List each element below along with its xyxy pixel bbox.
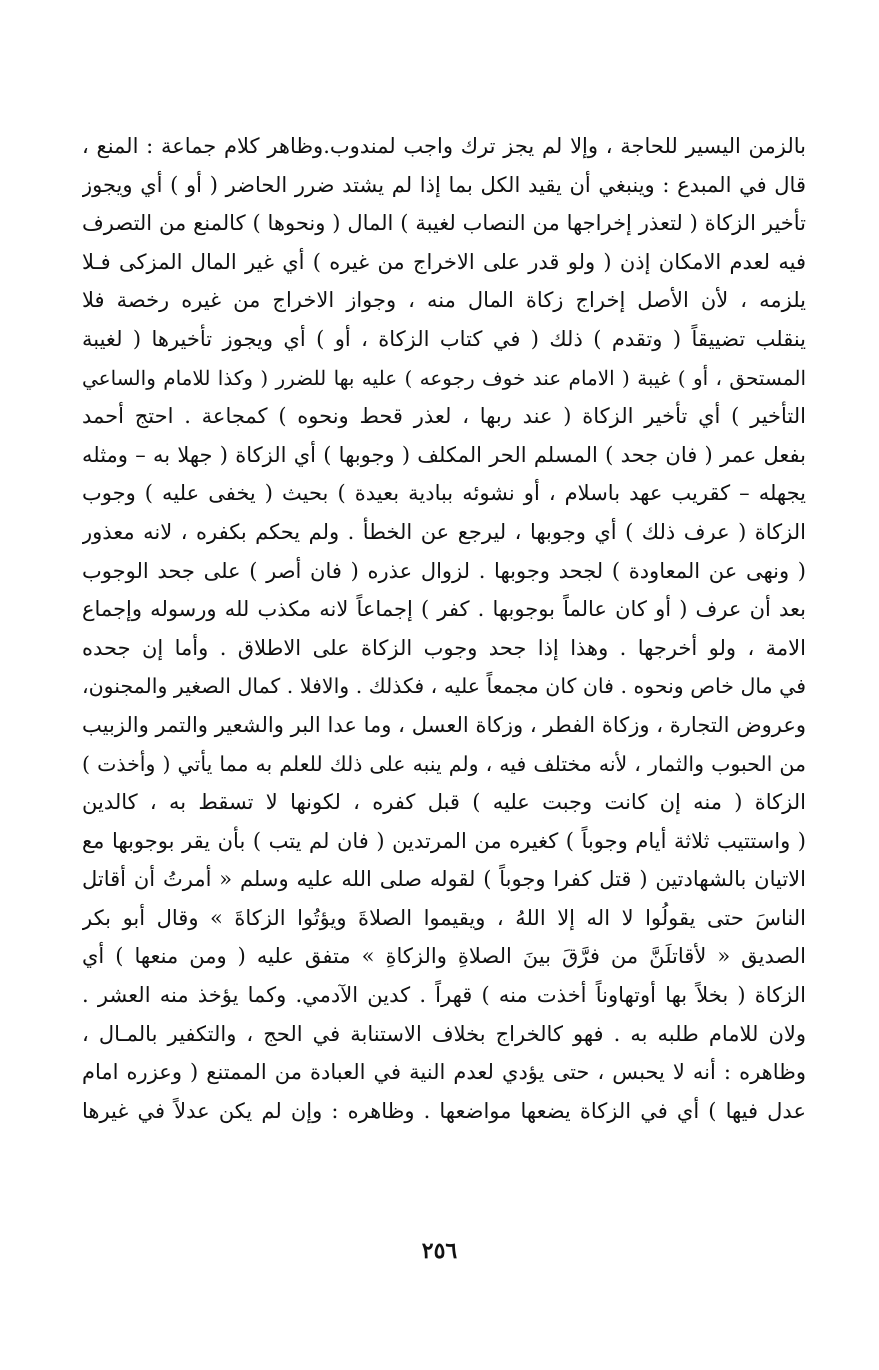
text-line: بعد أن عرف ( أو كان عالماً بوجوبها . كفر ) إجماعاً لانه مكذب لله ورسوله وإجماع [82,597,806,622]
text-line: عدل فيها ) أي في الزكاة يضعها مواضعها . وظاهره : وإن لم يكن عدلاً في غيرها [82,1098,806,1123]
text-line: يلزمه ، لأن الأصل إخراج زكاة المال منه ، وجواز الاخراج من غيره رخصة فلا [82,288,806,313]
text-line: الزكاة ( عرف ذلك ) أي وجوبها ، ليرجع عن الخطأ . ولم يحكم بكفره ، لانه معذور [82,519,806,544]
text-line: ( واستتيب ثلاثة أيام وجوباً ) كغيره من المرتدين ( فان لم يتب ) بأن يقر بوجوبها مع [82,828,806,853]
text-line: الزكاة ( منه إن كانت وجبت عليه ) قبل كفره ، لكونها لا تسقط به ، كالدين [82,790,806,815]
text-line: ينقلب تضييقاً ( وتقدم ) ذلك ( في كتاب الزكاة ، أو ) أي ويجوز تأخيرها ( لغيبة [82,326,806,351]
text-line: من الحبوب والثمار ، لأنه مختلف فيه ، ولم ينبه على ذلك للعلم به مما يأتي ( وأخذت ) [82,751,806,776]
text-line: بفعل عمر ( فان جحد ) المسلم الحر المكلف ( وجوبها ) أي الزكاة ( جهلا به – ومثله [82,442,806,467]
text-line: قال في المبدع : وينبغي أن يقيد الكل بما إذا لم يشتد ضرر الحاضر ( أو ) أي ويجوز [82,172,806,197]
text-line: في مال خاص ونحوه . فان كان مجمعاً عليه ، فكذلك . والافلا . كمال الصغير والمجنون، [82,674,806,699]
text-line: الامة ، ولو أخرجها . وهذا إذا جحد وجوب الزكاة على الاطلاق . وأما إن جحده [82,635,806,660]
text-line: ولان للامام طلبه به . فهو كالخراج بخلاف الاستنابة في الحج ، والتكفير بالمـال ، [82,1021,806,1046]
text-line: الناسَ حتى يقولُوا لا اله إلا اللهُ ، ويقيموا الصلاةَ ويؤتُوا الزكاةَ » وقال أبو بكر [82,905,806,930]
page-number: ٢٥٦ [421,1238,458,1264]
body-text [82,127,806,1130]
text-line: بالزمن اليسير للحاجة ، وإلا لم يجز ترك واجب لمندوب.وظاهر كلام جماعة : المنع ، [82,134,806,158]
text-line: الزكاة ( بخلاً بها أوتهاوناً أخذت منه ) قهراً . كدين الآدمي. وكما يؤخذ منه العشر . [82,983,806,1008]
text-line: تأخير الزكاة ( لتعذر إخراجها من النصاب لغيبة ) المال ( ونحوها ) كالمنع من التصرف [82,211,806,236]
text-line: يجهله – كقريب عهد باسلام ، أو نشوئه ببادية بعيدة ) بحيث ( يخفى عليه ) وجوب [82,481,806,506]
text-line: فيه لعدم الامكان إذن ( ولو قدر على الاخراج من غيره ) أي غير المال المزكى فـلا [82,249,806,274]
text-line: الصديق « لأقاتلَنَّ من فرَّقَ بينَ الصلاةِ والزكاةِ » متفق عليه ( ومن منعها ) أي [82,944,806,969]
text-line: وظاهره : أنه لا يحبس ، حتى يؤدي لعدم النية في العبادة من الممتنع ( وعزره امام [82,1060,806,1085]
text-line: ( ونهى عن المعاودة ) لجحد وجوبها . لزوال عذره ( فان أصر ) على جحد الوجوب [82,558,806,583]
text-line: التأخير ) أي تأخير الزكاة ( عند ربها ، لعذر قحط ونحوه ) كمجاعة . احتج أحمد [82,404,806,429]
text-line: المستحق ، أو ) غيبة ( الامام عند خوف رجوعه ) عليه بها للضرر ( وكذا للامام والساعي [82,365,806,390]
text-line: الاتيان بالشهادتين ( قتل كفرا وجوباً ) لقوله صلى الله عليه وسلم « أمرتُ أن أقاتل [82,867,806,892]
text-line: وعروض التجارة ، وزكاة الفطر ، وزكاة العسل ، وما عدا البر والشعير والتمر والزبيب [82,712,806,737]
